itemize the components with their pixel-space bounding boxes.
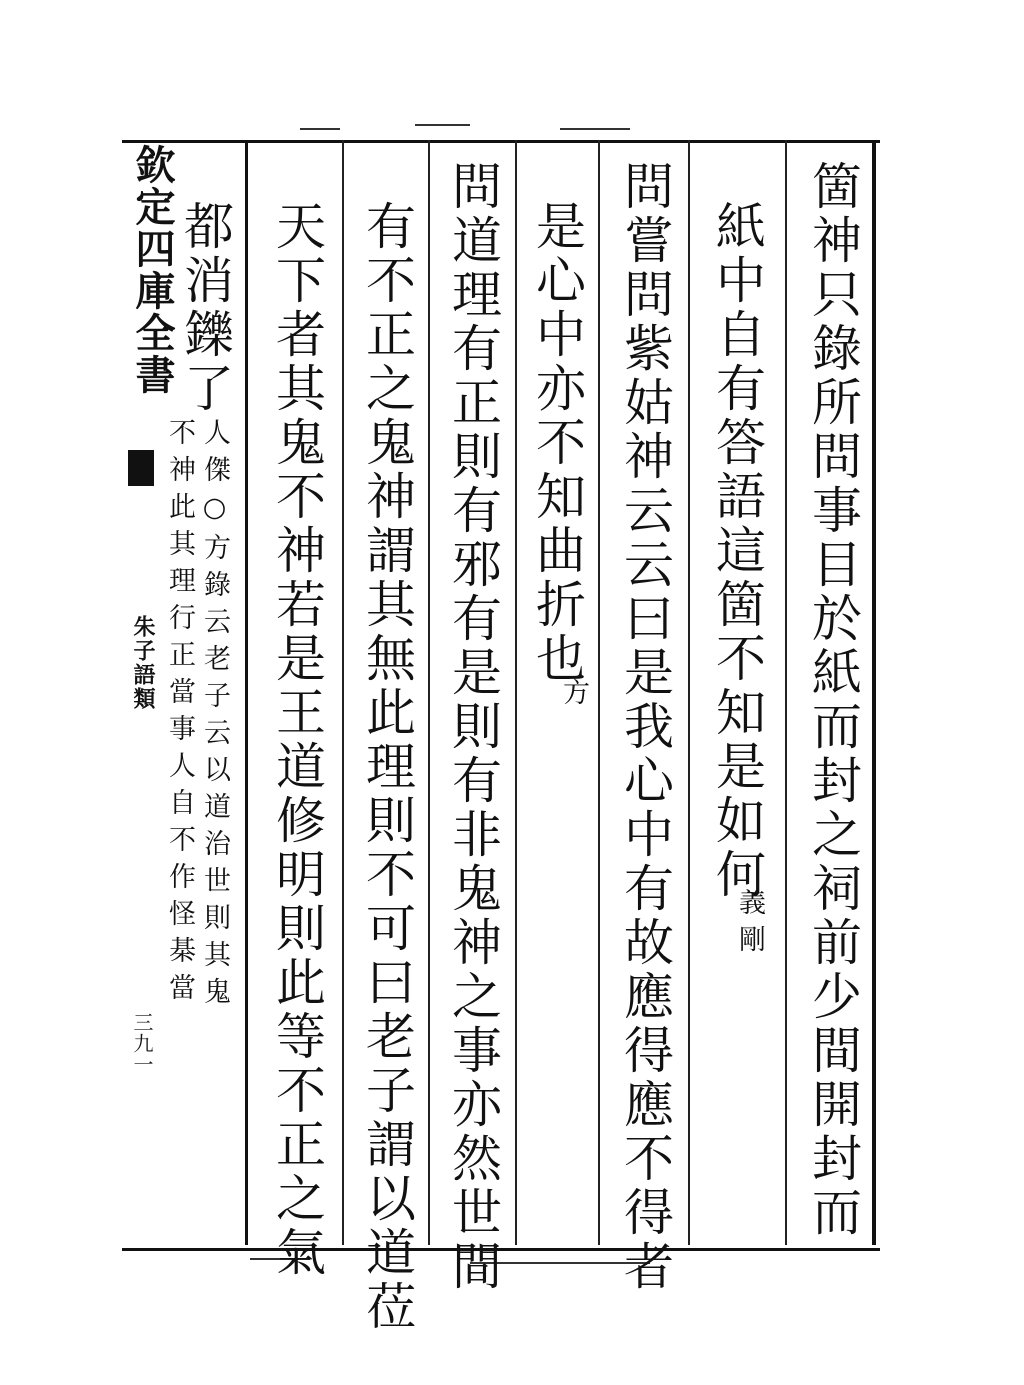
text-column-2: 紙中自有答語這箇不知是如何 <box>708 200 766 902</box>
column-rule <box>598 140 600 1245</box>
attribution-note: 義剛 <box>734 888 765 962</box>
column-rule <box>428 140 430 1245</box>
page-number: 三九一 <box>130 1012 154 1075</box>
column-rule <box>688 140 690 1245</box>
attribution-note: 方 <box>558 678 589 715</box>
frame-right-border <box>872 140 876 1245</box>
column-rule <box>515 140 517 1245</box>
text-column-8: 都消鑠了 <box>176 200 234 416</box>
commentary-left: 不神此其理行正當事人自不作怪棊當 <box>164 418 195 1010</box>
text-column-7: 天下者其鬼不神若是王道修明則此等不正之氣 <box>268 200 326 1280</box>
text-column-3: 問嘗問紫姑神云云曰是我心中有故應得應不得者 <box>616 160 674 1294</box>
book-title: 朱子語類 <box>130 615 156 711</box>
text-column-4: 是心中亦不知曲折也 <box>528 200 586 686</box>
fishtail-mark <box>128 450 154 486</box>
frame-left-border <box>245 140 248 1245</box>
scan-mark <box>300 128 340 130</box>
column-rule <box>342 140 344 1245</box>
text-column-1: 箇神只錄所問事目於紙而封之祠前少間開封而 <box>804 160 862 1240</box>
text-column-5: 問道理有正則有邪有是則有非鬼神之事亦然世間 <box>444 160 502 1294</box>
scan-mark <box>415 124 470 126</box>
commentary-right: 人傑○方錄云老子云以道治世則其鬼 <box>199 418 230 1014</box>
column-rule <box>785 140 787 1245</box>
scan-mark <box>560 128 630 130</box>
collection-title: 欽定四庫全書 <box>129 144 176 396</box>
text-column-6: 有不正之鬼神謂其無此理則不可曰老子謂以道莅 <box>358 200 416 1334</box>
